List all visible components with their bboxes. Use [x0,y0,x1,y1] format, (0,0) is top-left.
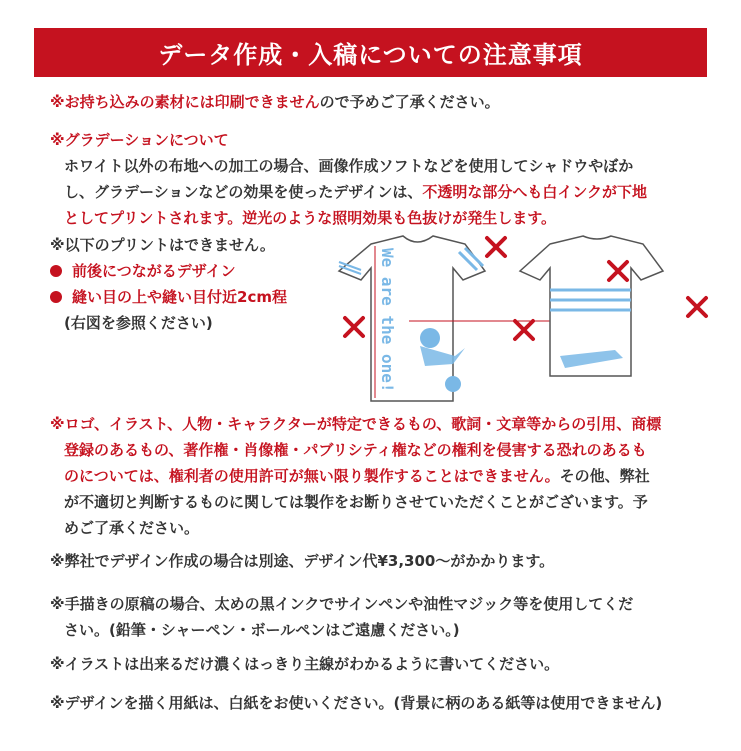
gradation-line1: ホワイト以外の布地への加工の場合、画像作成ソフトなどを使用してシャドウやぼか [64,157,634,175]
rights-line3: のについては、権利者の使用許可が無い限り製作することはできません。その他、弊社 [64,467,650,485]
handwritten-note [50,591,720,643]
print-limits-heading: ※以下のプリントはできません。 [50,236,275,254]
illustration-note: ※イラストは出来るだけ濃くはっきり主線がわかるように書いてください。 [50,655,560,673]
print-limit-item: 前後につながるデザイン [50,258,320,284]
gradation-line2-red: 不透明な部分へも白インクが下地 [422,183,648,201]
gradation-heading: ※グラデーションについて [50,131,229,149]
page-title: データ作成・入稿についての注意事項 [34,28,707,77]
note-materials [50,89,500,115]
gradation-line2-black: し、グラデーションなどの効果を使ったデザインは、 [64,183,423,201]
gradation-line3: としてプリントされます。逆光のような照明効果も色抜けが発生します。 [64,209,557,227]
rights-line5: めご了承ください。 [64,519,200,537]
bullet-icon [50,265,62,277]
paper-note: ※デザインを描く用紙は、白紙をお使いください。(背景に柄のある紙等は使用できません) [50,694,663,712]
gradation-section [50,127,710,231]
cross-icon [515,321,533,339]
print-limits-section [50,232,320,336]
handwritten-line2: さい。(鉛筆・シャーペン・ボールペンはご遠慮ください。) [64,621,460,639]
cross-icon [688,298,706,316]
rights-line4: が不適切と判断するものに関しては製作をお断りさせていただくことがございます。予 [64,493,648,511]
rights-line2: 登録のあるもの、著作権・肖像権・パブリシティ権などの権利を侵害する恐れのあるも [64,441,647,459]
front-print-text: We are the one! [378,248,397,393]
print-limit-item: 縫い目の上や縫い目付近2cm程 [50,284,320,310]
cross-icon [345,318,363,336]
rights-line1: ※ロゴ、イラスト、人物・キャラクターが特定できるもの、歌詞・文章等からの引用、商標 [50,415,662,433]
design-fee-note: ※弊社でデザイン作成の場合は別途、デザイン代¥3,300〜がかかります。 [50,552,555,570]
rights-section [50,411,720,541]
note-materials-red: ※お持ち込みの素材には印刷できません [50,93,320,111]
bullet-icon [50,291,62,303]
cross-icon [487,238,505,256]
note-materials-black: ので予めご了承ください。 [319,93,500,111]
tshirt-illustration [325,226,725,416]
handwritten-line1: ※手描きの原稿の場合、太めの黒インクでサインペンや油性マジック等を使用してくだ [50,595,634,613]
gradation-line2 [50,179,710,205]
print-limits-reference: (右図を参照ください) [64,314,213,332]
